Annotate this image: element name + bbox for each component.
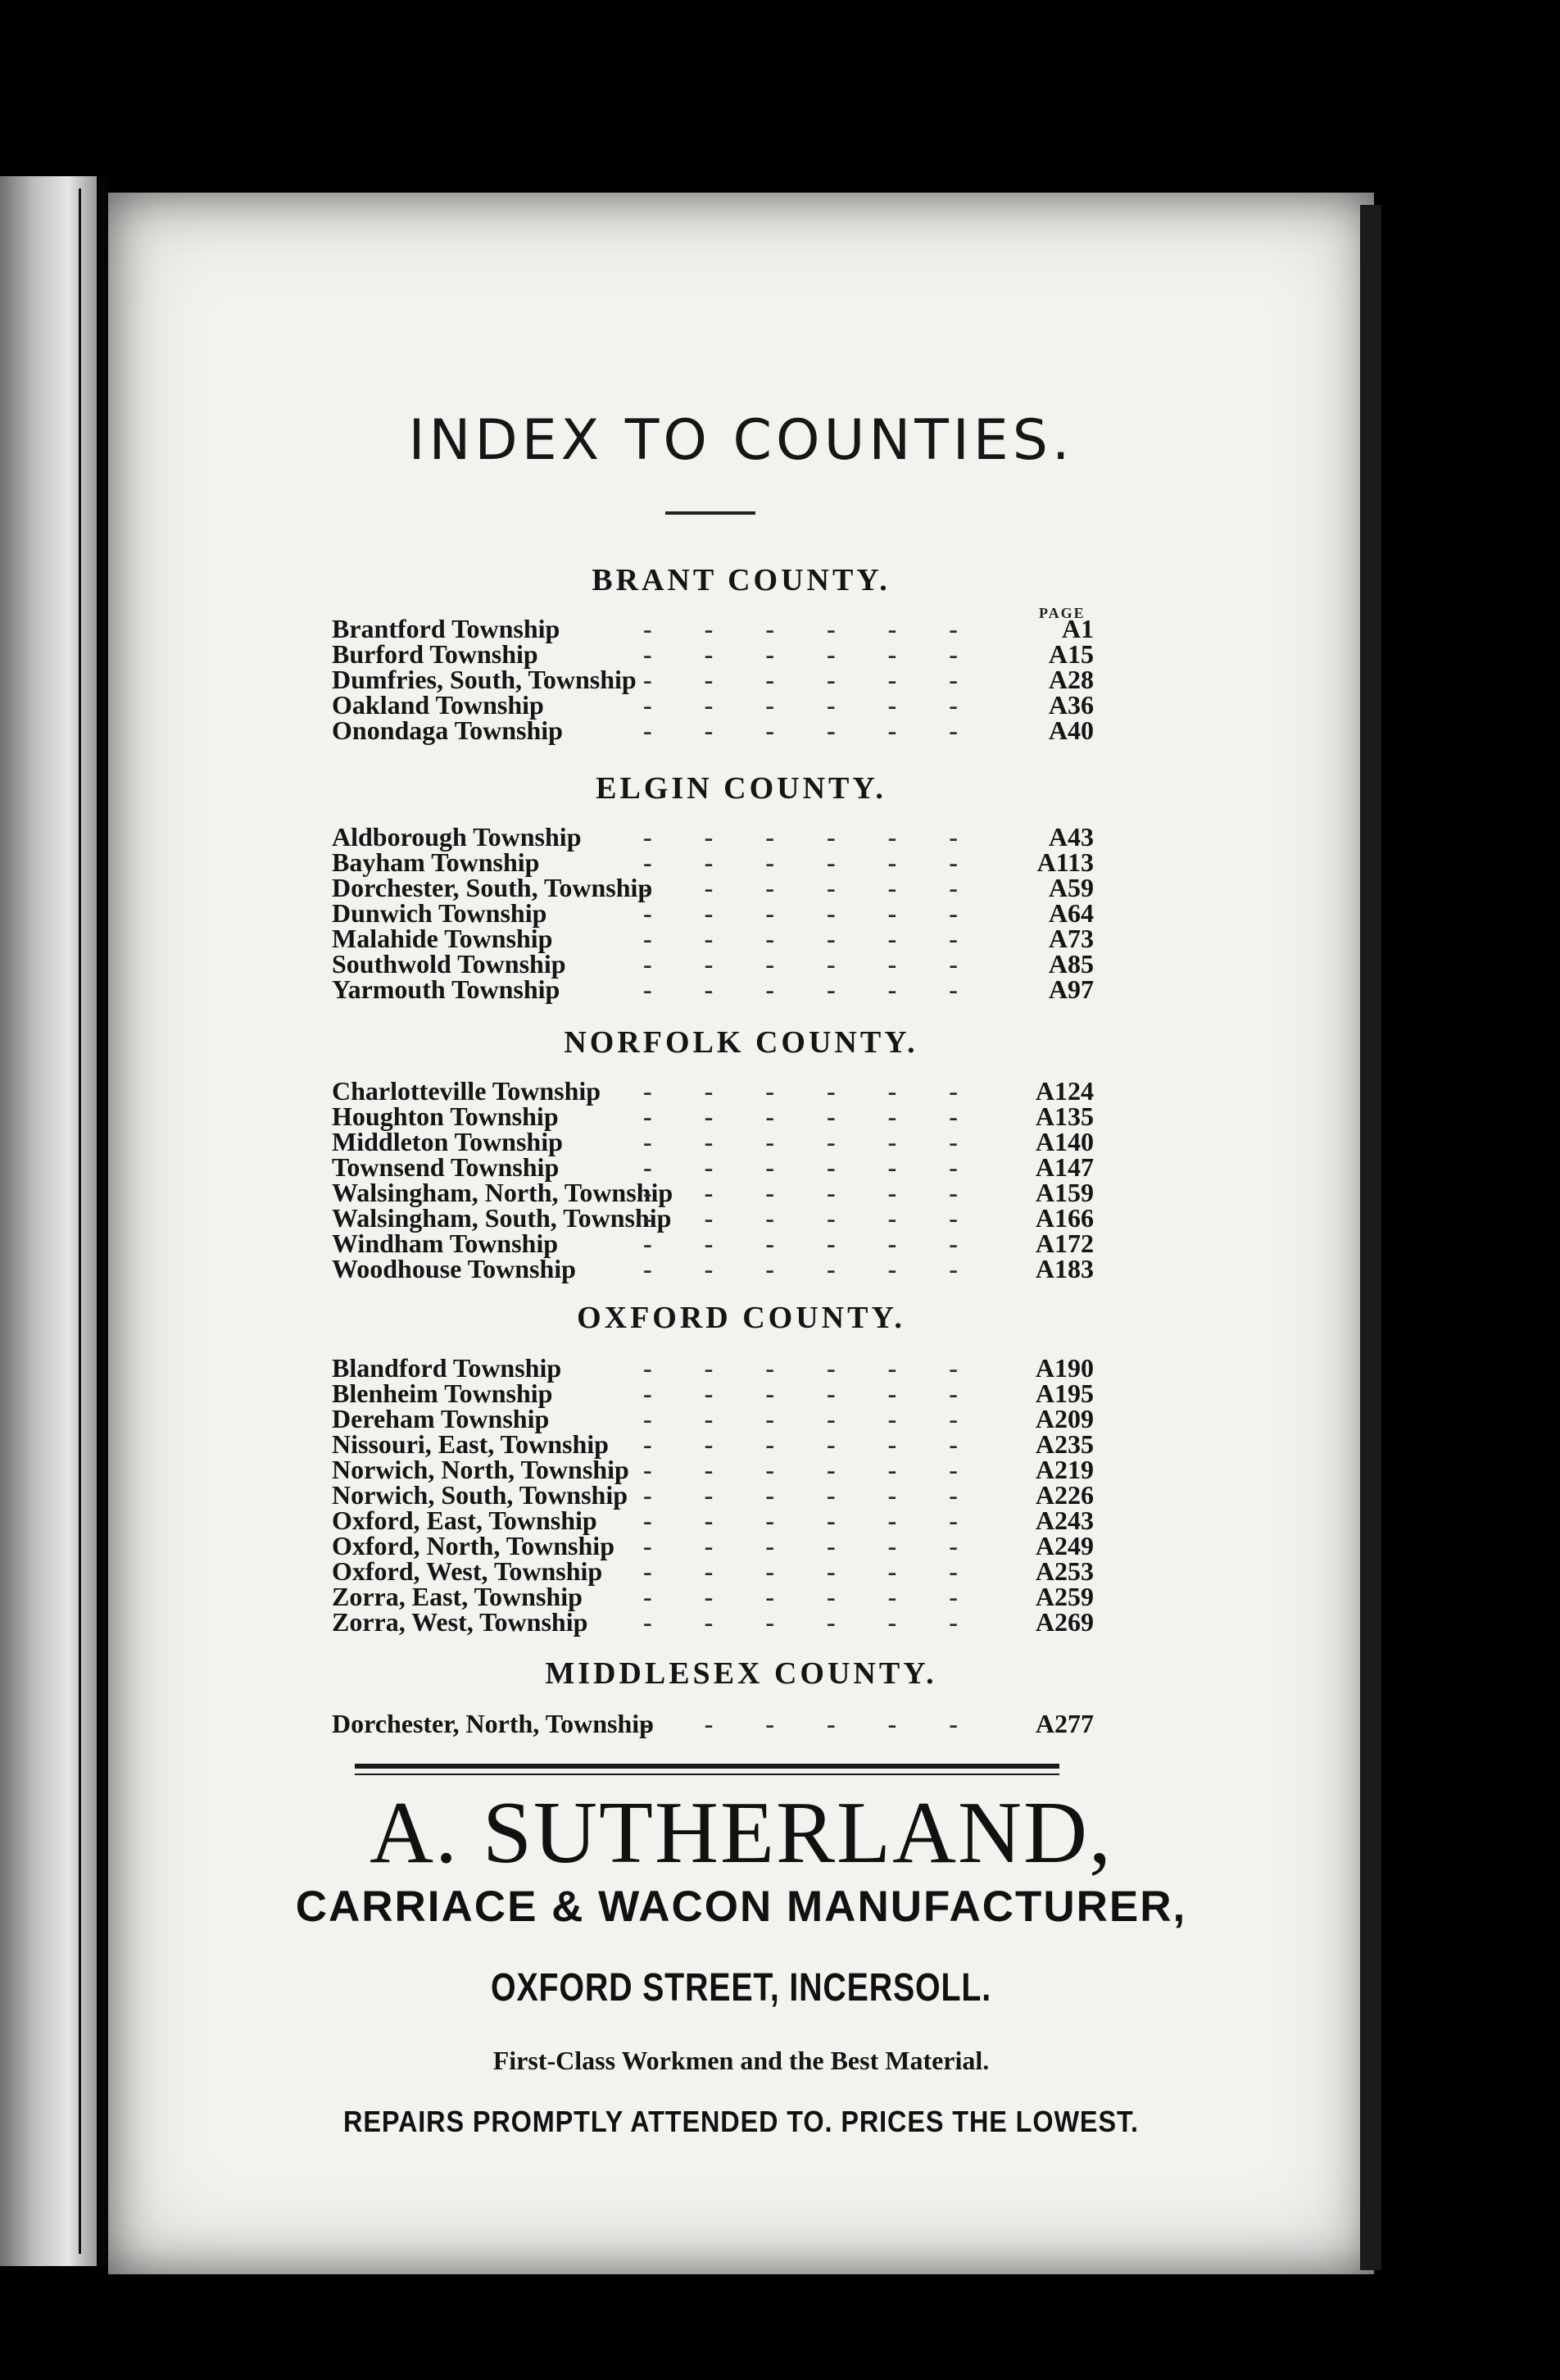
page-ref: A243 (1035, 1506, 1094, 1535)
page-ref: A40 (1048, 715, 1094, 745)
page-ref: A226 (1035, 1480, 1094, 1510)
leader-dots: - - - - - - (643, 1432, 958, 1457)
township-name: Middleton Township (332, 1127, 563, 1156)
leader-dots: - - - - - - (643, 1381, 958, 1406)
page-ref: A135 (1035, 1101, 1094, 1131)
county-heading-norfolk: NORFOLK COUNTY. (564, 1025, 918, 1060)
township-name: Burford Township (332, 639, 538, 669)
advert-rule-thick (355, 1764, 1059, 1769)
index-entry (332, 1203, 1094, 1233)
leader-dots: - - - - - - (643, 1231, 958, 1256)
index-entry (332, 847, 1094, 877)
leader-dots: - - - - - - (643, 901, 958, 926)
page-ref: A59 (1048, 873, 1094, 902)
township-name: Dunwich Township (332, 898, 547, 928)
township-name: Onondaga Township (332, 715, 563, 745)
page-column-label: PAGE (1039, 605, 1086, 621)
page-ref: A219 (1035, 1455, 1094, 1484)
leader-dots: - - - - - - (643, 718, 958, 743)
leader-dots: - - - - - - (643, 1155, 958, 1180)
township-name: Malahide Township (332, 924, 553, 953)
township-name: Walsingham, South, Township (332, 1203, 672, 1233)
leader-dots: - - - - - - (643, 1533, 958, 1559)
township-name: Oxford, East, Township (332, 1506, 597, 1535)
county-heading-brant: BRANT COUNTY. (592, 563, 891, 597)
index-entry (332, 949, 1094, 979)
page-ref: A97 (1048, 974, 1094, 1004)
index-entry (332, 1231, 1094, 1256)
leader-dots: - - - - - - (643, 642, 958, 667)
page-ref: A28 (1048, 665, 1094, 694)
leader-dots: - - - - - - (643, 952, 958, 977)
township-name: Oxford, West, Township (332, 1556, 603, 1586)
township-name: Brantford Township (332, 614, 560, 643)
index-entry (332, 1533, 1094, 1559)
leader-dots: - - - - - - (643, 1584, 958, 1610)
page-ref: A259 (1035, 1582, 1094, 1611)
page-ref: A277 (1035, 1709, 1094, 1738)
index-entry (332, 667, 1094, 693)
page-ref: A235 (1035, 1429, 1094, 1459)
advert-rule-thin (355, 1774, 1059, 1775)
index-entry (332, 1508, 1094, 1533)
township-name: Zorra, East, Township (332, 1582, 583, 1611)
township-name: Norwich, North, Township (332, 1455, 629, 1484)
township-name: Dumfries, South, Township (332, 665, 637, 694)
index-entry (332, 824, 1094, 850)
leader-dots: - - - - - - (643, 1256, 958, 1282)
page-ref: A190 (1035, 1353, 1094, 1383)
index-entry (332, 1607, 1094, 1637)
leader-dots: - - - - - - (643, 1206, 958, 1231)
page-ref: A195 (1035, 1378, 1094, 1408)
index-entry (332, 1152, 1094, 1182)
index-entry (332, 875, 1094, 901)
county-heading-elgin: ELGIN COUNTY. (596, 771, 887, 806)
page-title: INDEX TO COUNTIES. (408, 408, 1074, 473)
township-name: Bayham Township (332, 847, 540, 877)
index-entry (332, 1353, 1094, 1383)
index-entry (332, 926, 1094, 952)
leader-dots: - - - - - - (643, 850, 958, 875)
page-ref: A113 (1036, 847, 1094, 877)
page-ref: A172 (1035, 1229, 1094, 1258)
index-entry (332, 639, 1094, 669)
index-entry (332, 1076, 1094, 1106)
township-name: Southwold Township (332, 949, 566, 979)
page-ref: A124 (1035, 1076, 1094, 1106)
index-entry (332, 1711, 1094, 1737)
index-entry (332, 1406, 1094, 1432)
township-name: Oakland Township (332, 690, 544, 720)
leader-dots: - - - - - - (643, 616, 958, 642)
leader-dots: - - - - - - (643, 693, 958, 718)
advert-address: OXFORD STREET, INCERSOLL. (491, 1966, 991, 2010)
township-name: Oxford, North, Township (332, 1531, 614, 1560)
leader-dots: - - - - - - (643, 1180, 958, 1206)
index-entry (332, 1256, 1094, 1282)
leader-dots: - - - - - - (643, 926, 958, 952)
index-entry (332, 1457, 1094, 1483)
township-name: Charlotteville Township (332, 1076, 601, 1106)
page-ref: A1 (1061, 614, 1094, 643)
township-name: Windham Township (332, 1229, 559, 1258)
township-name: Nissouri, East, Township (332, 1429, 609, 1459)
page-ref: A147 (1035, 1152, 1094, 1182)
page-ref: A85 (1048, 949, 1094, 979)
page-ref: A166 (1035, 1203, 1094, 1233)
township-name: Townsend Township (332, 1152, 560, 1182)
leader-dots: - - - - - - (643, 1711, 958, 1737)
page-ref: A140 (1035, 1127, 1094, 1156)
township-name: Zorra, West, Township (332, 1607, 588, 1637)
county-heading-middlesex: MIDDLESEX COUNTY. (545, 1656, 937, 1691)
township-name: Yarmouth Township (332, 974, 560, 1004)
index-entry (332, 1101, 1094, 1131)
book-edge (1360, 205, 1381, 2270)
county-list-elgin (332, 824, 1094, 1002)
leader-dots: - - - - - - (643, 1356, 958, 1381)
index-entry (332, 1429, 1094, 1459)
township-name: Aldborough Township (332, 822, 582, 852)
township-name: Woodhouse Township (332, 1254, 576, 1283)
advert-tagline: First-Class Workmen and the Best Material. (492, 2046, 990, 2075)
page-ref: A64 (1048, 898, 1094, 928)
township-name: Houghton Township (332, 1101, 559, 1131)
leader-dots: - - - - - - (643, 1129, 958, 1155)
index-entry (332, 1378, 1094, 1408)
leader-dots: - - - - - - (643, 667, 958, 693)
county-list-brant (332, 616, 1094, 743)
township-name: Walsingham, North, Township (332, 1178, 673, 1207)
left-page-edge (0, 176, 108, 2266)
book-spine (79, 188, 81, 2254)
index-entry (332, 1584, 1094, 1610)
leader-dots: - - - - - - (643, 1508, 958, 1533)
page-ref: A253 (1035, 1556, 1094, 1586)
leader-dots: - - - - - - (643, 875, 958, 901)
township-name: Dorchester, South, Township (332, 873, 653, 902)
advert-notice: REPAIRS PROMPTLY ATTENDED TO. PRICES THE LOWEST. (343, 2105, 1139, 2138)
index-entry (332, 1129, 1094, 1155)
leader-dots: - - - - - - (643, 1610, 958, 1635)
index-entry (332, 616, 1094, 642)
county-list-norfolk (332, 1076, 1094, 1283)
township-name: Blenheim Township (332, 1378, 553, 1408)
index-entry (332, 690, 1094, 720)
index-entry (332, 1556, 1094, 1586)
page-ref: A159 (1035, 1178, 1094, 1207)
leader-dots: - - - - - - (643, 1406, 958, 1432)
leader-dots: - - - - - - (643, 1457, 958, 1483)
township-name: Blandford Township (332, 1353, 562, 1383)
title-rule (665, 511, 755, 515)
index-entry (332, 715, 1094, 745)
page-ref: A36 (1048, 690, 1094, 720)
leader-dots: - - - - - - (643, 977, 958, 1002)
page-ref: A269 (1035, 1607, 1094, 1637)
page-ref: A43 (1048, 822, 1094, 852)
township-name: Norwich, South, Township (332, 1480, 628, 1510)
index-entry (332, 1480, 1094, 1510)
advert-trade: CARRIACE & WACON MANUFACTURER, (295, 1883, 1187, 1931)
leader-dots: - - - - - - (643, 1104, 958, 1129)
county-list-oxford (332, 1353, 1094, 1637)
leader-dots: - - - - - - (643, 1079, 958, 1104)
page-ref: A249 (1035, 1531, 1094, 1560)
leader-dots: - - - - - - (643, 1559, 958, 1584)
township-name: Dereham Township (332, 1404, 550, 1433)
leader-dots: - - - - - - (643, 824, 958, 850)
county-list-middlesex (332, 1711, 1094, 1737)
index-entry (332, 898, 1094, 928)
index-entry (332, 974, 1094, 1004)
page-ref: A15 (1048, 639, 1094, 669)
advert-name: A. SUTHERLAND, (370, 1784, 1113, 1882)
page-ref: A73 (1048, 924, 1094, 953)
county-heading-oxford: OXFORD COUNTY. (577, 1301, 905, 1335)
page-ref: A183 (1035, 1254, 1094, 1283)
leader-dots: - - - - - - (643, 1483, 958, 1508)
page-ref: A209 (1035, 1404, 1094, 1433)
township-name: Dorchester, North, Township (332, 1709, 654, 1738)
index-entry (332, 1180, 1094, 1206)
